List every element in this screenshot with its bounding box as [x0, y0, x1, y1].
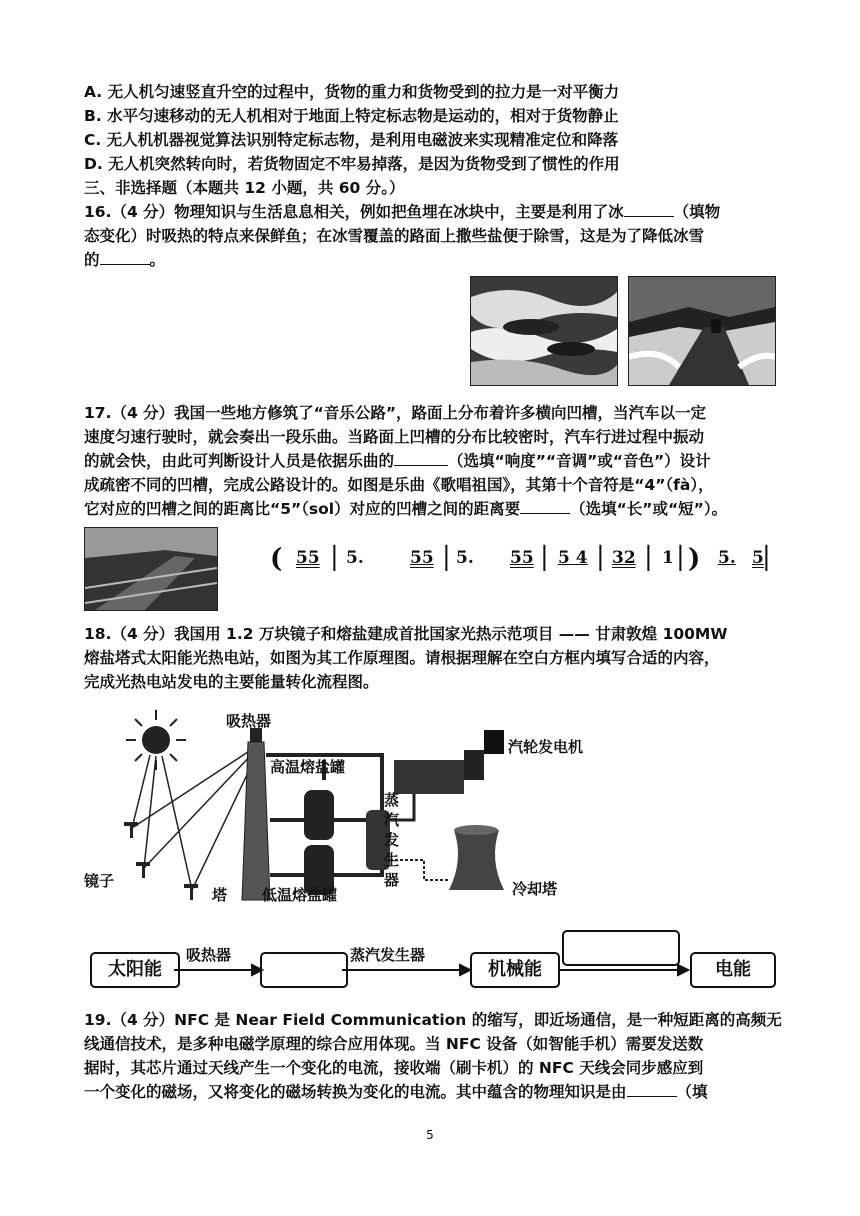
music-road-photo: [84, 527, 218, 611]
notation-group-2: 55: [410, 548, 434, 568]
q17-line4: 成疏密不同的凹槽，完成公路设计的。如图是乐曲《歌唱祖国》，其第十个音符是“4”（fà），: [84, 476, 714, 494]
flow-blank-box-2[interactable]: [562, 930, 680, 966]
salted-road-photo: [628, 276, 776, 386]
page-number: 5: [426, 1128, 434, 1142]
q18-line3: 完成光热电站发电的主要能量转化流程图。: [84, 673, 379, 691]
q17-text-5b: （选填“长”或“短”）。: [570, 500, 728, 518]
q19-text-4a: 一个变化的磁场，又将变化的磁场转换为变化的电流。其中蕴含的物理知识是由: [84, 1083, 627, 1101]
notation-close-paren: ): [688, 544, 701, 574]
hot-tank-icon: [304, 790, 334, 840]
q19-line4: [84, 1082, 708, 1102]
notation-group-5: 32: [612, 548, 636, 568]
q16-blank-1[interactable]: [624, 202, 674, 217]
label-hot-tank: 高温熔盐罐: [270, 758, 346, 776]
label-tower: 塔: [212, 886, 228, 904]
q19-line2: 线通信技术，是多种电磁学原理的综合应用体现。当 NFC 设备（如智能手机）需要发送数: [84, 1035, 704, 1053]
q16-line1: [84, 202, 720, 222]
barline: |: [330, 542, 339, 572]
flow-arrow-label-steam-generator: 蒸汽发生器: [350, 946, 426, 964]
label-turbine-generator: 汽轮发电机: [508, 738, 584, 756]
q17-line1: 17.（4 分）我国一些地方修筑了“音乐公路”，路面上分布着许多横向凹槽，当汽车以一定: [84, 404, 707, 422]
q16-text-1a: 16.（4 分）物理知识与生活息息相关，例如把鱼埋在冰块中，主要是利用了冰: [84, 203, 624, 221]
label-steam-generator: 蒸汽发生器: [384, 791, 400, 889]
option-b: B. 水平匀速移动的无人机相对于地面上特定标志物是运动的，相对于货物静止: [84, 107, 619, 125]
barline: |: [644, 542, 653, 572]
q17-line3: [84, 451, 711, 471]
section-heading: 三、非选择题（本题共 12 小题，共 60 分。）: [84, 179, 405, 197]
q18-line2: 熔盐塔式太阳能光热电站，如图为其工作原理图。请根据理解在空白方框内填写合适的内容，: [84, 649, 720, 667]
option-c: C. 无人机机器视觉算法识别特定标志物，是利用电磁波来实现精准定位和降落: [84, 131, 619, 149]
q19-text-4b: （填: [676, 1083, 708, 1101]
q17-text-3a: 的就会快，由此可判断设计人员是依据乐曲的: [84, 452, 395, 470]
barline: |: [442, 542, 451, 572]
q18-line1: 18.（4 分）我国用 1.2 万块镜子和熔盐建成首批国家光热示范项目 —— 甘肃敦煌 100MW: [84, 625, 728, 643]
flow-electric-energy: 电能: [690, 952, 776, 988]
label-cooling-tower: 冷却塔: [512, 880, 558, 898]
notation-note-2: 5.: [456, 548, 474, 568]
turbine-generator-icon: [390, 730, 504, 820]
q16-blank-2[interactable]: [100, 250, 150, 265]
cooling-tower-icon: [390, 825, 504, 890]
q17-blank-1[interactable]: [394, 451, 448, 466]
flow-blank-box-1[interactable]: [260, 952, 348, 988]
notation-group-1: 55: [296, 548, 320, 568]
barline: |: [540, 542, 549, 572]
q17-text-5a: 它对应的凹槽之间的距离比“5”（sol）对应的凹槽之间的距离要: [84, 500, 521, 518]
q17-text-3b: （选填“响度”“音调”或“音色”）设计: [448, 452, 711, 470]
flow-arrow-label-absorber: 吸热器: [186, 946, 232, 964]
q16-text-3b: 。: [149, 251, 166, 269]
q16-text-1b: （填物: [673, 203, 721, 221]
fish-in-ice-photo: [470, 276, 618, 386]
solar-thermal-diagram: [84, 700, 644, 930]
notation-group-4: 5 4: [558, 548, 588, 568]
q16-line3: [84, 250, 165, 270]
barline: |: [762, 542, 771, 572]
label-mirror: 镜子: [84, 872, 115, 890]
barline: |: [676, 542, 685, 572]
notation-tail-2: 5: [752, 548, 764, 568]
mirror-icon: [124, 822, 198, 900]
notation-group-3: 55: [510, 548, 534, 568]
notation-tail-1: 5.: [718, 548, 736, 568]
q16-text-3a: 的: [84, 251, 100, 269]
q17-line2: 速度匀速行驶时，就会奏出一段乐曲。当路面上凹槽的分布比较密时，汽车行进过程中振动: [84, 428, 705, 446]
q19-line3: 据时，其芯片通过天线产生一个变化的电流，接收端（刷卡机）的 NFC 天线会同步感应到: [84, 1059, 704, 1077]
flow-solar-energy: 太阳能: [90, 952, 180, 988]
label-cold-tank: 低温熔盐罐: [262, 886, 338, 904]
notation-open-paren: (: [270, 544, 283, 574]
notation-note-1: 5.: [346, 548, 364, 568]
option-d: D. 无人机突然转向时，若货物固定不牢易掉落，是因为货物受到了惯性的作用: [84, 155, 620, 173]
flow-mechanical-energy: 机械能: [470, 952, 560, 988]
q17-blank-2[interactable]: [520, 499, 570, 514]
q19-line1: 19.（4 分）NFC 是 Near Field Communication 的缩写，即近场通信，是一种短距离的高频无: [84, 1011, 782, 1029]
q16-line2: 态变化）时吸热的特点来保鲜鱼；在冰雪覆盖的路面上撒些盐便于除雪，这是为了降低冰雪: [84, 227, 705, 245]
q17-line5: [84, 499, 727, 519]
barline: |: [596, 542, 605, 572]
option-a: A. 无人机匀速竖直升空的过程中，货物的重力和货物受到的拉力是一对平衡力: [84, 83, 620, 101]
notation-note-3: 1: [662, 548, 674, 568]
q19-blank-1[interactable]: [627, 1082, 677, 1097]
label-absorber: 吸热器: [226, 712, 272, 730]
